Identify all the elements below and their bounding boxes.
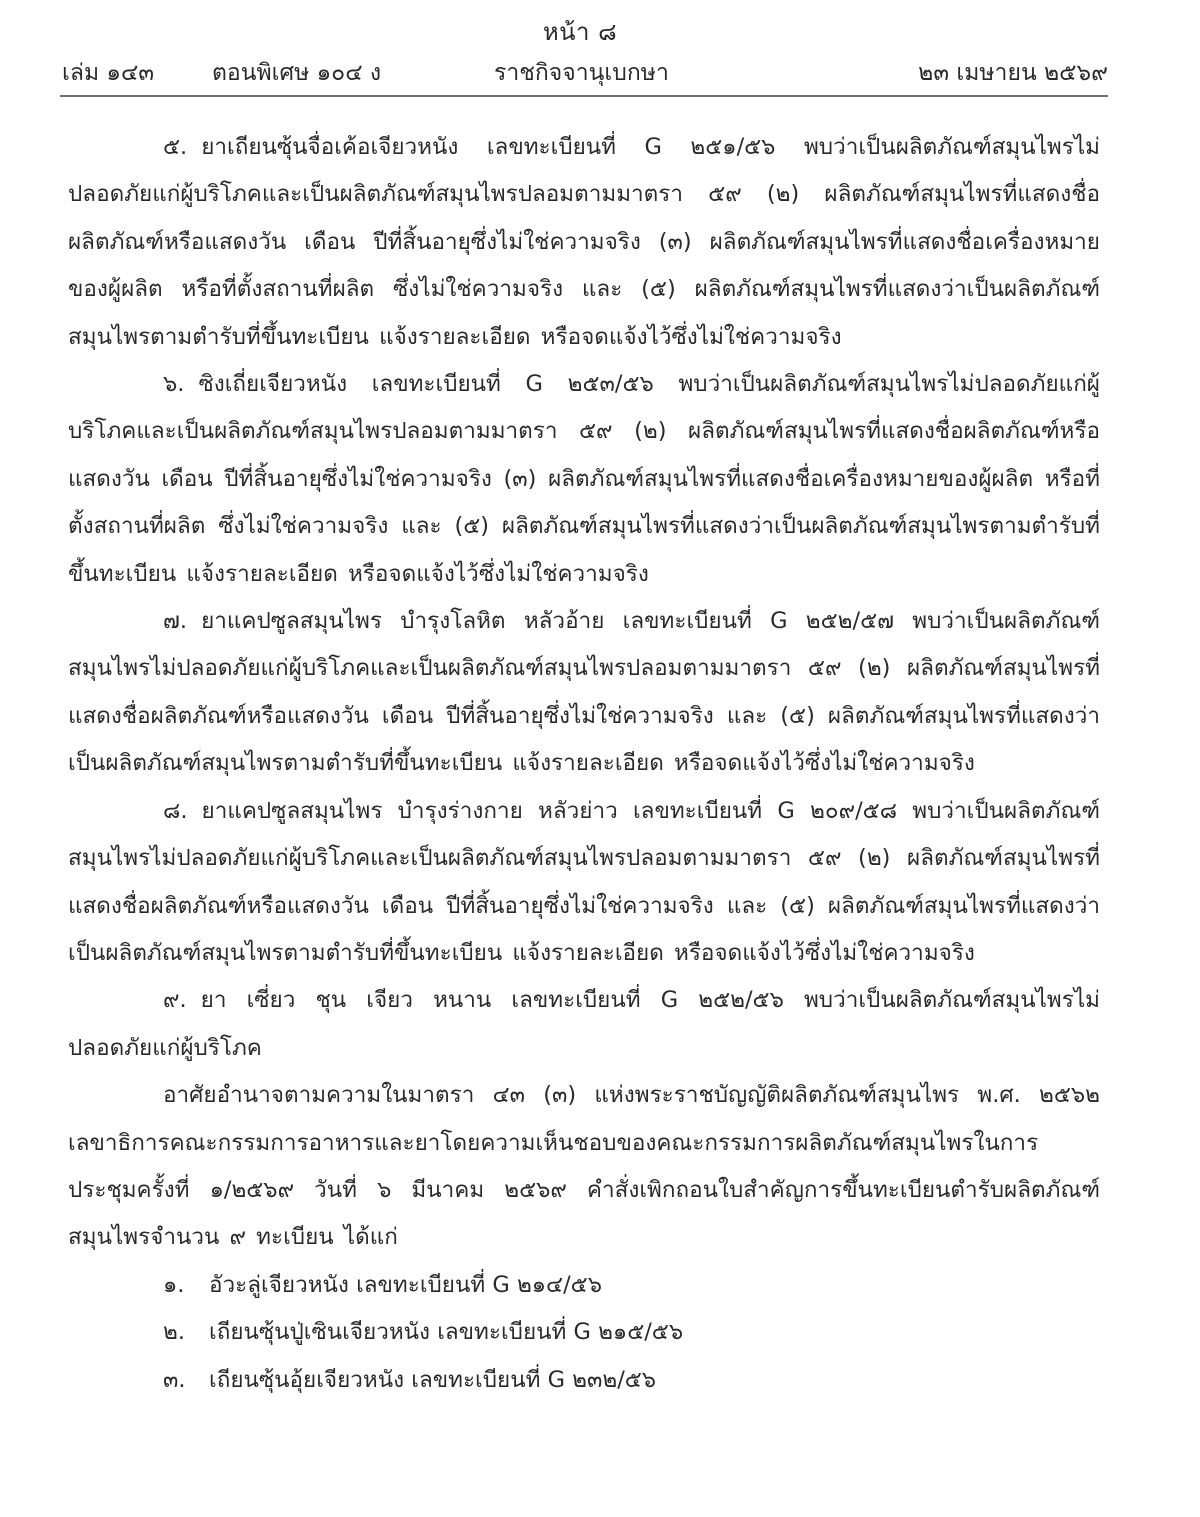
header-divider: [60, 95, 1108, 97]
paragraph-number: ๕.: [163, 134, 188, 160]
numbered-paragraph-5: [68, 124, 1100, 361]
paragraph-text: ยาเถียนซุ้นจื่อเค้อเจียวหนัง เลขทะเบียนที่ G ๒๕๑/๕๖ พบว่าเป็นผลิตภัณฑ์สมุนไพรไม่ปลอดภัยแก่ผู้บริโภคและเป็นผลิตภัณฑ์สมุนไพรปลอมตามมาตรา ๕๙ (๒) ผลิตภัณฑ์สมุนไพรที่แสดงชื่อผลิตภัณฑ์หรือแสดงวัน เดือน ปีที่สิ้นอายุซึ่งไม่ใช่ความจริง (๓) ผลิตภัณฑ์สมุนไพรที่แสดงชื่อเครื่องหมายของผู้ผลิต หรือที่ตั้งสถานที่ผลิต ซึ่งไม่ใช่ความจริง และ (๕) ผลิตภัณฑ์สมุนไพรที่แสดงว่าเป็นผลิตภัณฑ์สมุนไพรตามตำรับที่ขึ้นทะเบียน แจ้งรายละเอียด หรือจดแจ้งไว้ซึ่งไม่ใช่ความจริง: [68, 134, 1100, 350]
list-text: เถียนซุ้นปู่เซินเจียวหนัง เลขทะเบียนที่ G ๒๑๕/๕๖: [209, 1319, 684, 1346]
numbered-paragraph-7: [68, 598, 1100, 788]
paragraph-text: ยา เซี่ยว ชุน เจียว หนาน เลขทะเบียนที่ G ๒๕๒/๕๖ พบว่าเป็นผลิตภัณฑ์สมุนไพรไม่ปลอดภัยแก่ผู้บริโภค: [68, 987, 1100, 1061]
paragraph-text: ซิงเถี่ยเจียวหนัง เลขทะเบียนที่ G ๒๕๓/๕๖ พบว่าเป็นผลิตภัณฑ์สมุนไพรไม่ปลอดภัยแก่ผู้บริโภคและเป็นผลิตภัณฑ์สมุนไพรปลอมตามมาตรา ๕๙ (๒) ผลิตภัณฑ์สมุนไพรที่แสดงชื่อผลิตภัณฑ์หรือแสดงวัน เดือน ปีที่สิ้นอายุซึ่งไม่ใช่ความจริง (๓) ผลิตภัณฑ์สมุนไพรที่แสดงชื่อเครื่องหมายของผู้ผลิต หรือที่ตั้งสถานที่ผลิต ซึ่งไม่ใช่ความจริง และ (๕) ผลิตภัณฑ์สมุนไพรที่แสดงว่าเป็นผลิตภัณฑ์สมุนไพรตามตำรับที่ขึ้นทะเบียน แจ้งรายละเอียด หรือจดแจ้งไว้ซึ่งไม่ใช่ความจริง: [68, 371, 1100, 587]
numbered-paragraph-6: [68, 361, 1100, 598]
list-number: ๒.: [163, 1319, 185, 1346]
document-body: [68, 124, 1100, 1404]
paragraph-number: ๙.: [163, 987, 187, 1014]
revoked-list-item-3: [68, 1357, 1100, 1404]
paragraph-text: ยาแคปซูลสมุนไพร บำรุงโลหิต หลัวอ้าย เลขทะเบียนที่ G ๒๕๒/๕๗ พบว่าเป็นผลิตภัณฑ์สมุนไพรไม่ปลอดภัยแก่ผู้บริโภคและเป็นผลิตภัณฑ์สมุนไพรปลอมตามมาตรา ๕๙ (๒) ผลิตภัณฑ์สมุนไพรที่แสดงชื่อผลิตภัณฑ์หรือแสดงวัน เดือน ปีที่สิ้นอายุซึ่งไม่ใช่ความจริง และ (๕) ผลิตภัณฑ์สมุนไพรที่แสดงว่าเป็นผลิตภัณฑ์สมุนไพรตามตำรับที่ขึ้นทะเบียน แจ้งรายละเอียด หรือจดแจ้งไว้ซึ่งไม่ใช่ความจริง: [68, 608, 1100, 777]
header-date: ๒๓ เมษายน ๒๕๖๙: [918, 60, 1108, 86]
paragraph-number: ๗.: [163, 608, 188, 635]
header-volume: เล่ม ๑๔๓: [62, 60, 155, 86]
list-number: ๑.: [163, 1271, 185, 1298]
header-issue: ตอนพิเศษ ๑๐๔ ง: [212, 60, 382, 86]
list-number: ๓.: [163, 1366, 186, 1393]
numbered-paragraph-8: [68, 788, 1100, 978]
paragraph-text: ยาแคปซูลสมุนไพร บำรุงร่างกาย หลัวย่าว เลขทะเบียนที่ G ๒๐๙/๕๘ พบว่าเป็นผลิตภัณฑ์สมุนไพรไม่ปลอดภัยแก่ผู้บริโภคและเป็นผลิตภัณฑ์สมุนไพรปลอมตามมาตรา ๕๙ (๒) ผลิตภัณฑ์สมุนไพรที่แสดงชื่อผลิตภัณฑ์หรือแสดงวัน เดือน ปีที่สิ้นอายุซึ่งไม่ใช่ความจริง และ (๕) ผลิตภัณฑ์สมุนไพรที่แสดงว่าเป็นผลิตภัณฑ์สมุนไพรตามตำรับที่ขึ้นทะเบียน แจ้งรายละเอียด หรือจดแจ้งไว้ซึ่งไม่ใช่ความจริง: [68, 797, 1100, 966]
list-text: อัวะลู่เจียวหนัง เลขทะเบียนที่ G ๒๑๔/๕๖: [209, 1271, 602, 1298]
numbered-paragraph-9: [68, 977, 1100, 1072]
running-header: [62, 55, 1108, 91]
paragraph-number: ๘.: [163, 797, 188, 824]
header-publication-title: ราชกิจจานุเบกษา: [494, 60, 669, 86]
page-number: หน้า ๘: [542, 18, 618, 46]
authority-paragraph: อาศัยอำนาจตามความในมาตรา ๔๓ (๓) แห่งพระราชบัญญัติผลิตภัณฑ์สมุนไพร พ.ศ. ๒๕๖๒ เลขาธิการคณะกรรมการอาหารและยาโดยความเห็นชอบของคณะกรรมการผลิตภัณฑ์สมุนไพรในการประชุมครั้งที่ ๑/๒๕๖๙ วันที่ ๖ มีนาคม ๒๕๖๙ คำสั่งเพิกถอนใบสำคัญการขึ้นทะเบียนตำรับผลิตภัณฑ์สมุนไพรจำนวน ๙ ทะเบียน ได้แก่: [68, 1082, 1100, 1251]
revoked-list-item-1: [68, 1262, 1100, 1309]
list-text: เถียนซุ้นอุ้ยเจียวหนัง เลขทะเบียนที่ G ๒๓๒/๕๖: [209, 1366, 657, 1393]
revoked-list-item-2: [68, 1309, 1100, 1356]
paragraph-number: ๖.: [163, 371, 185, 398]
